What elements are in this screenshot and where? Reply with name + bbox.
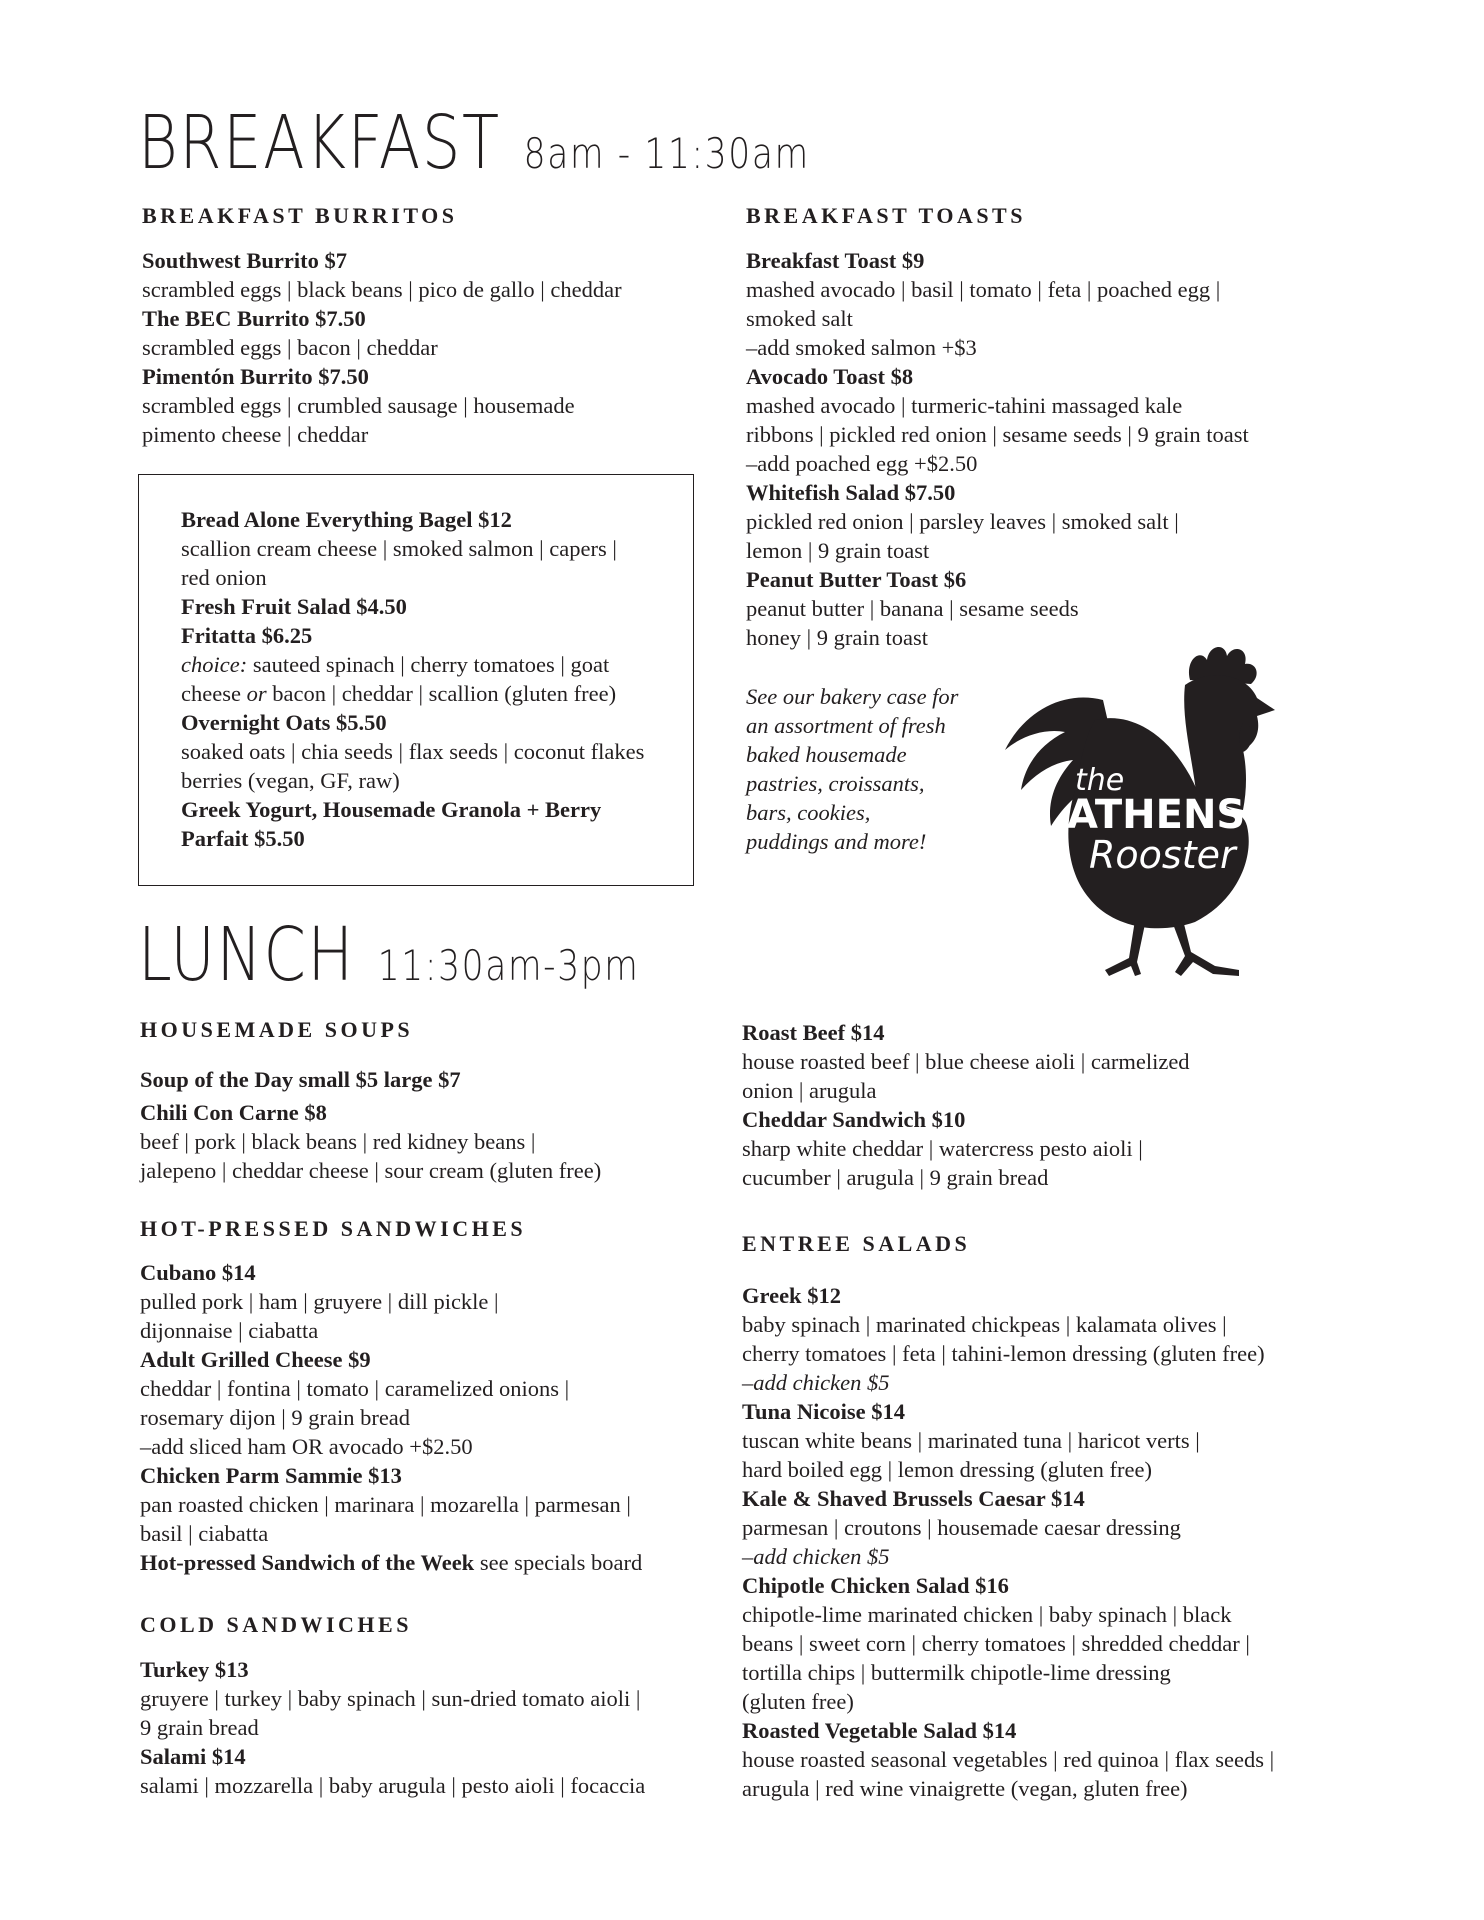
toast-name: Peanut Butter Toast $6 [746,567,967,592]
salad-desc: tortilla chips | buttermilk chipotle-lime dressing [742,1660,1171,1685]
sandwich-desc: rosemary dijon | 9 grain bread [140,1405,411,1430]
fritatta-desc-text: cheese [181,681,247,706]
logo-line-rooster: Rooster [1089,833,1236,877]
bakery-note-line: pastries, croissants, [746,771,925,796]
salad-name: Chipotle Chicken Salad $16 [742,1573,1009,1598]
sandwich-desc: gruyere | turkey | baby spinach | sun-dried tomato aioli | [140,1686,641,1711]
toast-desc: honey | 9 grain toast [746,625,928,650]
sandwich-desc: onion | arugula [742,1078,877,1103]
toasts-list [746,246,1306,652]
sandwich-name: Cubano $14 [140,1260,256,1285]
bakery-note-line: bars, cookies, [746,800,871,825]
bakery-note [746,682,986,856]
sandwich-desc: pulled pork | ham | gruyere | dill pickle | [140,1289,499,1314]
logo-line-athens: ATHENS [1067,792,1246,838]
sandwich-of-week [140,1548,720,1577]
sandwich-name: Roast Beef $14 [742,1020,885,1045]
toast-desc: mashed avocado | turmeric-tahini massaged kale [746,393,1183,418]
fritatta-desc [181,679,681,708]
hot-sandwiches-list [140,1258,720,1577]
cold-sandwiches-list [140,1655,720,1800]
sandwich-name: Turkey $13 [140,1657,249,1682]
oats-name: Overnight Oats $5.50 [181,710,387,735]
sandwich-name: Salami $14 [140,1744,246,1769]
toast-name: Breakfast Toast $9 [746,248,925,273]
toast-name: Avocado Toast $8 [746,364,914,389]
toasts-heading: BREAKFAST TOASTS [746,203,1026,228]
lunch-title [138,912,639,998]
toast-add: –add poached egg +$2.50 [746,451,978,476]
toast-desc: smoked salt [746,306,853,331]
sandwich-desc: cheddar | fontina | tomato | caramelized onions | [140,1376,570,1401]
chili-desc: jalepeno | cheddar cheese | sour cream (gluten free) [140,1158,602,1183]
salad-add: –add chicken $5 [742,1370,890,1395]
toast-desc: mashed avocado | basil | tomato | feta | poached egg | [746,277,1221,302]
toast-name: Whitefish Salad $7.50 [746,480,956,505]
burritos-list [142,246,702,449]
sandwich-of-week-desc: see specials board [474,1550,643,1575]
fritatta-choice: choice: [181,652,248,677]
burrito-desc: scrambled eggs | black beans | pico de gallo | cheddar [142,277,622,302]
oats-desc: soaked oats | chia seeds | flax seeds | coconut flakes [181,739,645,764]
fritatta-desc-text: bacon | cheddar | scallion (gluten free) [266,681,617,706]
sandwich-name: Adult Grilled Cheese $9 [140,1347,371,1372]
soups-heading: HOUSEMADE SOUPS [140,1017,414,1042]
sandwich-desc: 9 grain bread [140,1715,259,1740]
sandwich-desc: house roasted beef | blue cheese aioli | carmelized [742,1049,1190,1074]
salad-add: –add chicken $5 [742,1544,890,1569]
cold-sandwiches-continued [742,1018,1322,1192]
chili-name: Chili Con Carne $8 [140,1100,327,1125]
toast-desc: peanut butter | banana | sesame seeds [746,596,1079,621]
bagel-desc: scallion cream cheese | smoked salmon | capers | [181,536,617,561]
salad-desc: tuscan white beans | marinated tuna | haricot verts | [742,1428,1200,1453]
fritatta-desc-text: sauteed spinach | cherry tomatoes | goat [247,652,610,677]
bakery-note-line: See our bakery case for [746,684,959,709]
salad-desc: (gluten free) [742,1689,854,1714]
salad-desc: arugula | red wine vinaigrette (vegan, gluten free) [742,1776,1188,1801]
rooster-logo [985,640,1315,985]
bakery-note-line: baked housemade [746,742,907,767]
fritatta-or: or [246,681,267,706]
sandwich-desc: cucumber | arugula | 9 grain bread [742,1165,1049,1190]
toast-desc: lemon | 9 grain toast [746,538,930,563]
logo-line-the: the [1075,763,1125,798]
lunch-title-text: LUNCH [138,912,355,998]
breakfast-hours: 8am - 11:30am [523,129,810,178]
burrito-name: The BEC Burrito $7.50 [142,306,366,331]
sandwich-add: –add sliced ham OR avocado +$2.50 [140,1434,473,1459]
chili-desc: beef | pork | black beans | red kidney beans | [140,1129,536,1154]
salad-desc: hard boiled egg | lemon dressing (gluten free) [742,1457,1152,1482]
hot-sandwiches-heading: HOT-PRESSED SANDWICHES [140,1216,527,1241]
toast-desc: ribbons | pickled red onion | sesame seeds | 9 grain toast [746,422,1249,447]
bakery-note-line: an assortment of fresh [746,713,946,738]
bagel-desc: red onion [181,565,267,590]
oats-desc: berries (vegan, GF, raw) [181,768,400,793]
burrito-desc: scrambled eggs | crumbled sausage | housemade [142,393,575,418]
fritatta-desc [181,650,681,679]
burrito-desc: pimento cheese | cheddar [142,422,369,447]
fritatta-name: Fritatta $6.25 [181,623,313,648]
sandwich-desc: sharp white cheddar | watercress pesto aioli | [742,1136,1143,1161]
sandwich-desc: dijonnaise | ciabatta [140,1318,319,1343]
salad-name: Greek $12 [742,1283,841,1308]
cold-sandwiches-heading: COLD SANDWICHES [140,1612,412,1637]
toast-desc: pickled red onion | parsley leaves | smoked salt | [746,509,1179,534]
burrito-name: Southwest Burrito $7 [142,248,348,273]
yogurt-name: Greek Yogurt, Housemade Granola + Berry [181,797,602,822]
sandwich-desc: salami | mozzarella | baby arugula | pesto aioli | focaccia [140,1773,646,1798]
breakfast-title-text: BREAKFAST [138,100,501,186]
burritos-heading: BREAKFAST BURRITOS [142,203,458,228]
sandwich-of-week-name: Hot-pressed Sandwich of the Week [140,1550,475,1575]
bakery-note-line: puddings and more! [746,829,927,854]
burrito-desc: scrambled eggs | bacon | cheddar [142,335,438,360]
breakfast-title [138,100,810,186]
salad-desc: chipotle-lime marinated chicken | baby spinach | black [742,1602,1232,1627]
salad-desc: beans | sweet corn | cherry tomatoes | shredded cheddar | [742,1631,1250,1656]
burrito-name: Pimentón Burrito $7.50 [142,364,369,389]
salad-desc: cherry tomatoes | feta | tahini-lemon dressing (gluten free) [742,1341,1265,1366]
sandwich-name: Chicken Parm Sammie $13 [140,1463,402,1488]
salads-heading: ENTREE SALADS [742,1231,971,1256]
soup-of-day: Soup of the Day small $5 large $7 [140,1067,461,1092]
featured-items-list [181,505,681,853]
fruit-salad-name: Fresh Fruit Salad $4.50 [181,594,407,619]
salad-desc: house roasted seasonal vegetables | red quinoa | flax seeds | [742,1747,1275,1772]
toast-add: –add smoked salmon +$3 [746,335,977,360]
sandwich-name: Cheddar Sandwich $10 [742,1107,966,1132]
bagel-name: Bread Alone Everything Bagel $12 [181,507,512,532]
salad-name: Tuna Nicoise $14 [742,1399,905,1424]
salad-desc: parmesan | croutons | housemade caesar dressing [742,1515,1181,1540]
salad-name: Roasted Vegetable Salad $14 [742,1718,1017,1743]
salad-desc: baby spinach | marinated chickpeas | kalamata olives | [742,1312,1227,1337]
sandwich-desc: pan roasted chicken | marinara | mozarella | parmesan | [140,1492,631,1517]
lunch-hours: 11:30am-3pm [377,941,640,990]
soups-list [140,1065,710,1185]
salads-list [742,1281,1362,1803]
yogurt-name: Parfait $5.50 [181,826,305,851]
salad-name: Kale & Shaved Brussels Caesar $14 [742,1486,1085,1511]
sandwich-desc: basil | ciabatta [140,1521,269,1546]
